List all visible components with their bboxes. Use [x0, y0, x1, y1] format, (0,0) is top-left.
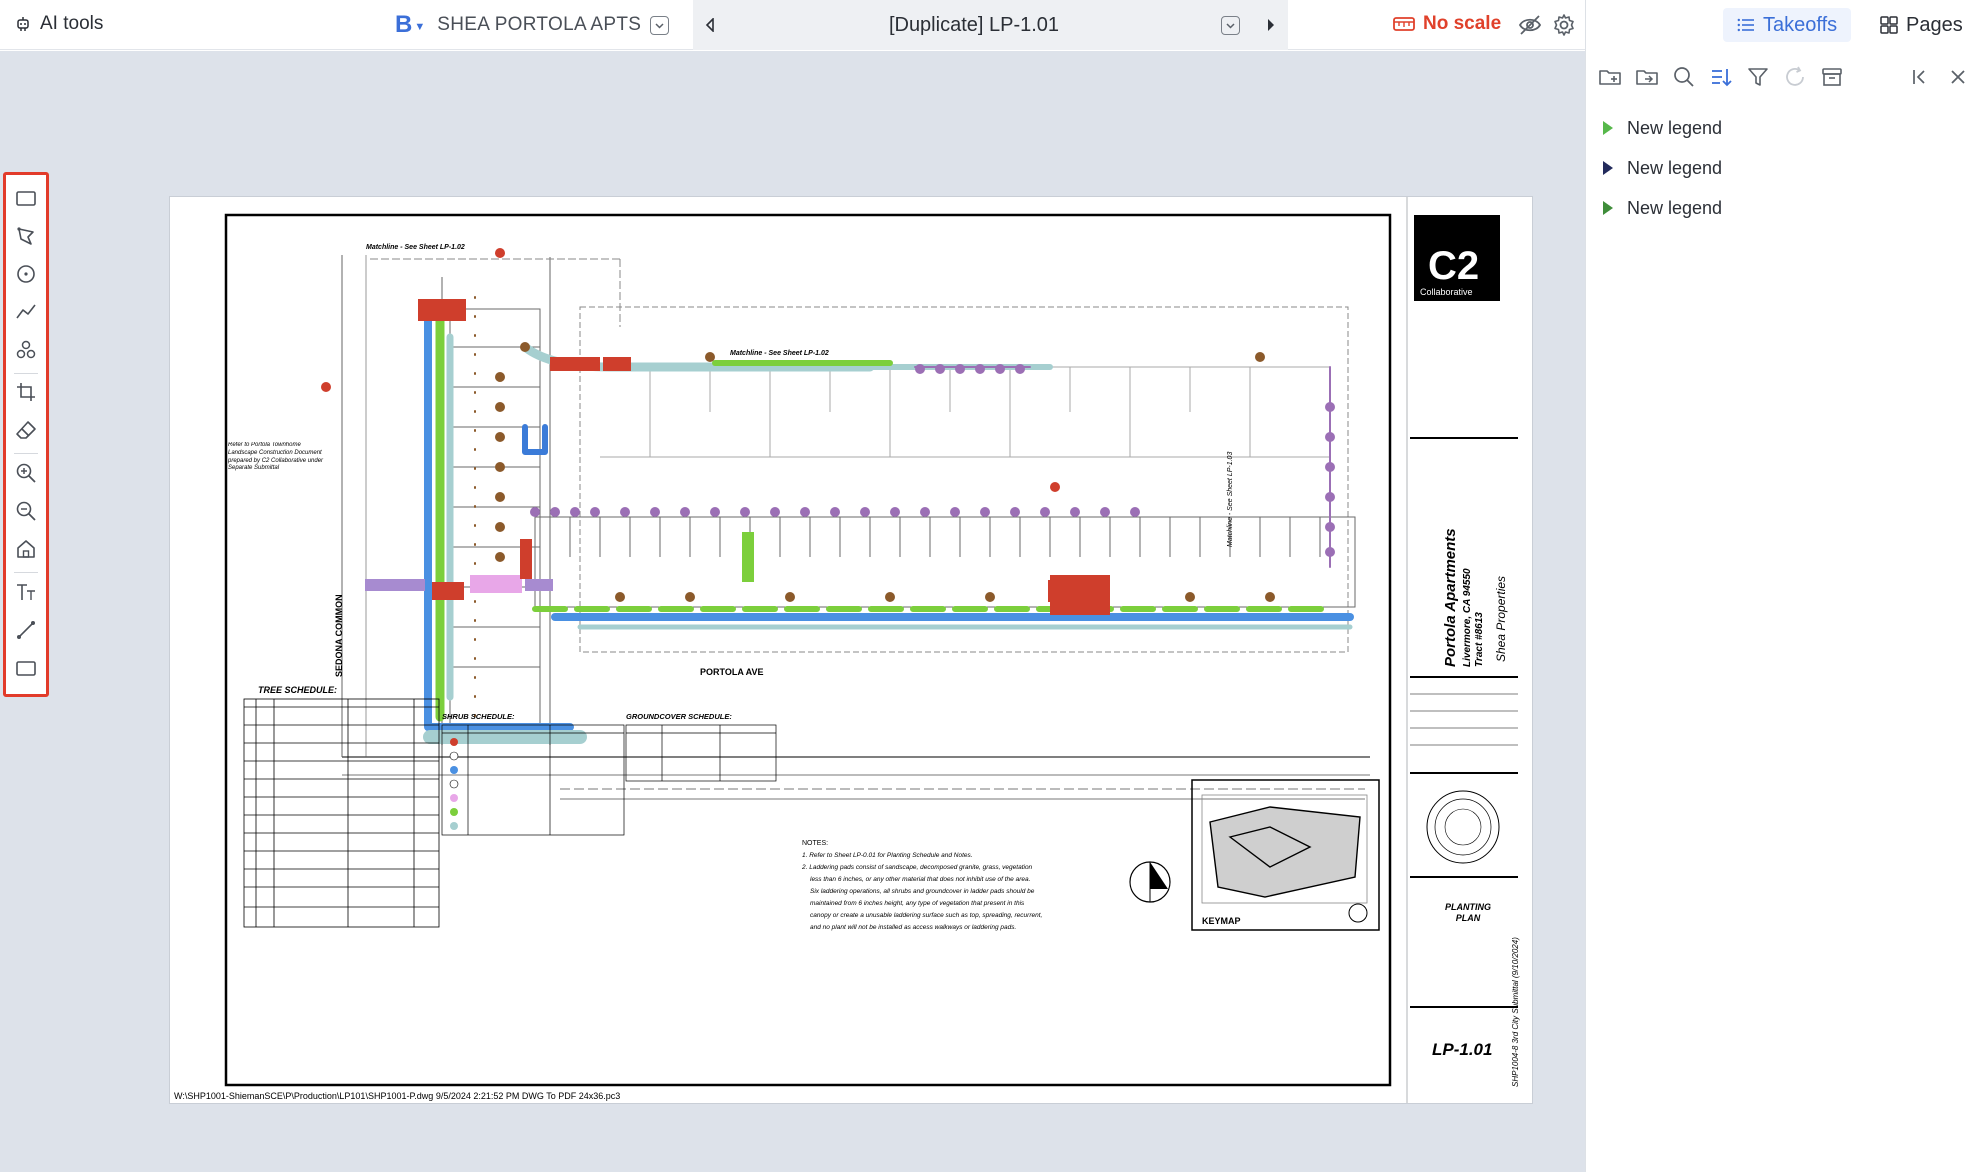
- note-line: and no plant will not be installed as access walkways or laddering pads.: [810, 924, 1017, 931]
- keymap-label: KEYMAP: [1202, 916, 1241, 926]
- archive-icon: [1820, 65, 1844, 89]
- search-button[interactable]: [1672, 65, 1696, 89]
- chevron-down-icon: ▼: [414, 21, 426, 33]
- matchline-top-label: Matchline - See Sheet LP-1.02: [366, 244, 465, 251]
- previous-sheet-button[interactable]: [693, 0, 727, 50]
- keymap: [1192, 780, 1379, 930]
- note-line: less than 6 inches, or any other material that does not inhibit use of the area.: [810, 876, 1031, 883]
- ai-tools-button[interactable]: [14, 13, 103, 35]
- legend-list: [1586, 108, 1988, 228]
- list-icon: [1737, 16, 1755, 34]
- left-note: [228, 442, 328, 512]
- expand-caret-icon[interactable]: [1603, 201, 1613, 215]
- takeoffs-panel: [1585, 0, 1988, 1172]
- eye-off-icon: [1518, 13, 1542, 37]
- sort-button[interactable]: [1709, 65, 1733, 89]
- project-dropdown-button[interactable]: [650, 16, 669, 35]
- note-line: 1. Refer to Sheet LP-0.01 for Planting Schedule and Notes.: [802, 852, 973, 859]
- square-icon: [15, 657, 37, 679]
- note-line: maintained from 6 inches height, any type of vegetation that present in this: [810, 900, 1025, 907]
- sheet-name-text: PLANTING PLAN: [1445, 902, 1491, 923]
- folder-plus-icon: [1598, 65, 1622, 89]
- move-to-folder-button[interactable]: [1635, 65, 1659, 89]
- legend-item[interactable]: [1586, 188, 1988, 228]
- professional-seal: [1427, 791, 1499, 863]
- top-bar: [0, 0, 1585, 50]
- note-line: 2. Laddering pads consist of sandscape, decomposed granite, grass, vegetation: [802, 864, 1033, 871]
- new-folder-button[interactable]: [1598, 65, 1622, 89]
- circle-icon: [15, 263, 37, 285]
- group-icon: [15, 339, 37, 361]
- chevron-down-icon: [1225, 20, 1236, 31]
- project-city: Livermore, CA 94550: [1462, 568, 1473, 667]
- caret-left-icon: [704, 18, 716, 32]
- filter-button[interactable]: [1746, 65, 1770, 89]
- note-line: Six laddering operations, all shrubs and groundcover in ladder pads should be: [810, 888, 1035, 895]
- legend-label: New legend: [1627, 117, 1723, 138]
- brand-logo: B: [395, 11, 413, 38]
- project-name[interactable]: SHEA PORTOLA APTS: [437, 14, 642, 35]
- sheet-number: LP-1.01: [1432, 1040, 1493, 1059]
- north-arrow: [1130, 862, 1170, 902]
- collapse-left-icon: [1908, 65, 1932, 89]
- toolbar-divider: [14, 453, 38, 454]
- matchline-right-label: Matchline - See Sheet LP-1.03: [1227, 451, 1234, 547]
- polygon-tool[interactable]: [15, 225, 37, 247]
- submittal-label: SHP1004-8 3rd City Submittal (9/10/2024): [1511, 937, 1520, 1087]
- archive-button[interactable]: [1820, 65, 1844, 89]
- firm-logo: C2: [1428, 244, 1480, 288]
- ruler-icon: [1393, 15, 1415, 33]
- close-panel-button[interactable]: [1946, 65, 1970, 89]
- notes-title: NOTES:: [802, 840, 829, 847]
- tree-schedule-title: TREE SCHEDULE:: [258, 685, 338, 695]
- circle-tool[interactable]: [15, 263, 37, 285]
- sort-icon: [1709, 65, 1733, 89]
- sheet-name: [1438, 902, 1498, 932]
- crop-icon: [15, 381, 37, 403]
- tab-pages[interactable]: [1866, 8, 1977, 42]
- legend-item[interactable]: [1586, 108, 1988, 148]
- robot-icon: [14, 15, 32, 33]
- client-name: Shea Properties: [1494, 575, 1508, 662]
- text-icon: [15, 581, 37, 603]
- next-sheet-button[interactable]: [1254, 0, 1288, 50]
- tab-takeoffs[interactable]: [1723, 8, 1851, 42]
- file-path-footer: W:\SHP1001-ShiemanSCE\P\Production\LP101\SHP1001-P.dwg 9/5/2024 2:21:52 PM DWG To PDF 24x36.pc3: [174, 1091, 621, 1101]
- home-icon: [15, 538, 37, 560]
- scale-label: No scale: [1423, 13, 1502, 34]
- street-portola-label: PORTOLA AVE: [700, 667, 764, 677]
- rectangle-icon: [15, 187, 37, 209]
- toolbar-divider: [14, 572, 38, 573]
- sheet-navigator: [693, 0, 1288, 50]
- crop-tool[interactable]: [15, 381, 37, 403]
- expand-caret-icon[interactable]: [1603, 161, 1613, 175]
- groundcover-schedule-table: [626, 725, 776, 781]
- gear-icon: [1552, 13, 1576, 37]
- sheet-dropdown-button[interactable]: [1221, 16, 1240, 35]
- settings-button[interactable]: [1552, 13, 1576, 37]
- refresh-button[interactable]: [1783, 65, 1807, 89]
- shrub-schedule-title: SHRUB SCHEDULE:: [442, 712, 515, 721]
- polygon-icon: [15, 225, 37, 247]
- collapse-panel-button[interactable]: [1908, 65, 1932, 89]
- drawing-sheet[interactable]: [170, 197, 1532, 1103]
- firm-name: Collaborative: [1420, 287, 1473, 297]
- tab-pages-label: Pages: [1906, 13, 1963, 36]
- expand-caret-icon[interactable]: [1603, 121, 1613, 135]
- project-title: Portola Apartments: [1442, 528, 1459, 667]
- project-selector: [395, 0, 669, 50]
- project-tract: Tract #8613: [1474, 612, 1485, 667]
- markup-toolbar: [3, 172, 49, 697]
- groundcover-schedule-title: GROUNDCOVER SCHEDULE:: [626, 712, 732, 721]
- left-note-text: Refer to Portola Townhome Landscape Construction Document prepared by C2 Collaborative under Separate Submittal: [228, 442, 324, 472]
- caret-right-icon: [1265, 18, 1277, 32]
- panel-tabs: [1586, 0, 1988, 50]
- tab-takeoffs-label: Takeoffs: [1763, 13, 1838, 36]
- panel-toolbar: [1586, 58, 1988, 98]
- ai-tools-label: AI tools: [40, 13, 104, 34]
- zoom-out-tool[interactable]: [15, 500, 37, 522]
- legend-label: New legend: [1627, 197, 1723, 218]
- brand-switcher[interactable]: [395, 11, 425, 39]
- toolbar-divider: [14, 373, 38, 374]
- count-tool[interactable]: [15, 339, 37, 361]
- matchline-mid-label: Matchline - See Sheet LP-1.02: [730, 350, 829, 357]
- zoom-in-icon: [15, 462, 37, 484]
- drawing-viewer[interactable]: [0, 51, 1585, 1172]
- planting-plan-drawing: [170, 197, 1532, 1103]
- filter-icon: [1746, 65, 1770, 89]
- measure-tool[interactable]: [15, 619, 37, 641]
- polyline-tool[interactable]: [15, 301, 37, 323]
- text-tool[interactable]: [15, 581, 37, 603]
- hide-markups-button[interactable]: [1518, 13, 1542, 37]
- note-line: canopy or create a unusable laddering surface such as top, spreading, recurrent,: [810, 912, 1043, 919]
- refresh-icon: [1783, 65, 1807, 89]
- polyline-icon: [15, 301, 37, 323]
- close-icon: [1946, 65, 1970, 89]
- sheet-title[interactable]: [Duplicate] LP-1.01: [888, 13, 1060, 36]
- legend-label: New legend: [1627, 157, 1723, 178]
- chevron-down-icon: [654, 20, 665, 31]
- eraser-tool[interactable]: [15, 419, 37, 441]
- street-sedona-label: SEDONA COMMON: [334, 594, 344, 677]
- zoom-in-tool[interactable]: [15, 462, 37, 484]
- eraser-icon: [15, 419, 37, 441]
- area-tool[interactable]: [15, 657, 37, 679]
- scale-button[interactable]: [1393, 13, 1501, 35]
- rectangle-tool[interactable]: [15, 187, 37, 209]
- fit-page-tool[interactable]: [15, 538, 37, 560]
- legend-item[interactable]: [1586, 148, 1988, 188]
- search-icon: [1672, 65, 1696, 89]
- grid-icon: [1880, 16, 1898, 34]
- folder-move-icon: [1635, 65, 1659, 89]
- zoom-out-icon: [15, 500, 37, 522]
- measure-icon: [15, 619, 37, 641]
